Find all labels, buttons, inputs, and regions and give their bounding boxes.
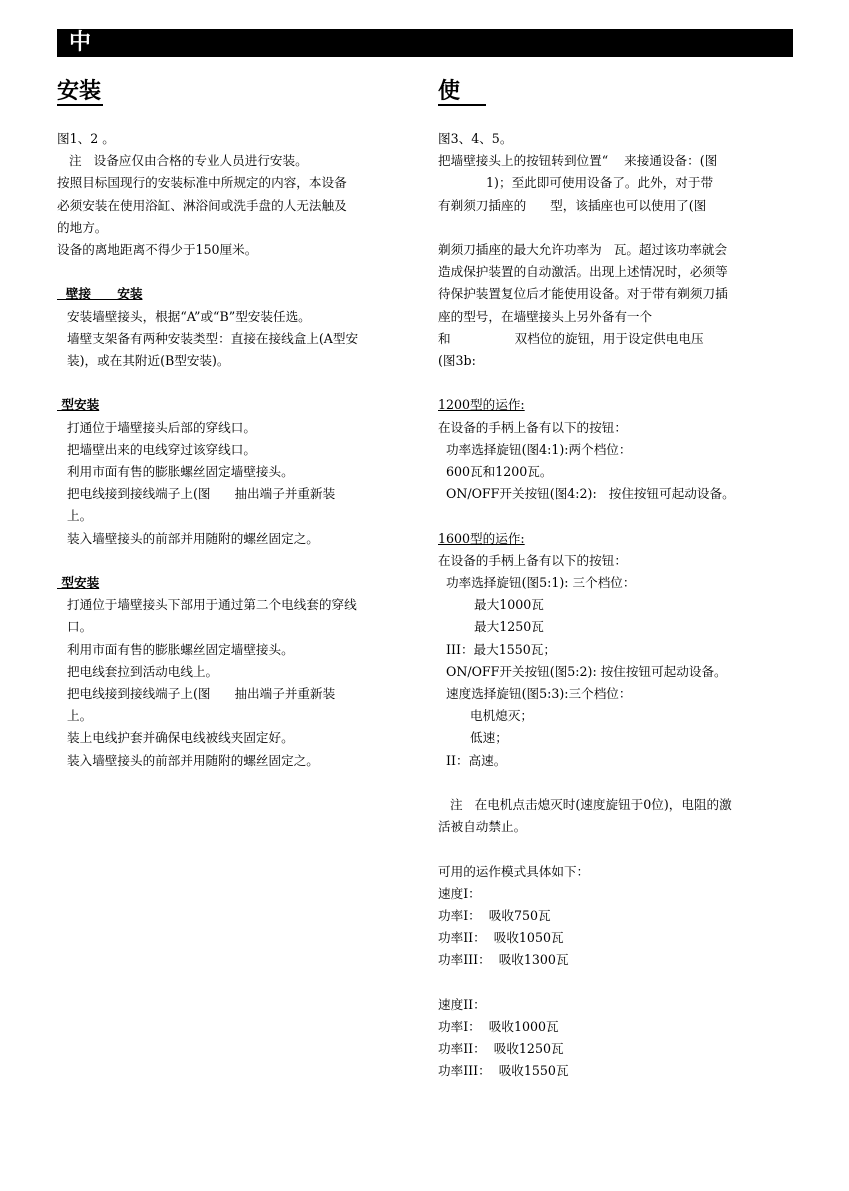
type-a-line: 把墙壁出来的电线穿过该穿线口。 — [67, 441, 256, 457]
left-intro-line: 的地方。 — [57, 219, 108, 235]
type-b-line: 口。 — [67, 619, 93, 635]
wall-mount-line: 装)，或在其附近(B型安装)。 — [67, 353, 230, 369]
model-1600-line: 最大1000瓦 — [438, 597, 544, 613]
right-intro-line: 图3、4、5。 — [438, 131, 513, 146]
shaver-socket-line: 剃须刀插座的最大允许功率为 瓦。超过该功率就会 — [438, 242, 728, 257]
model-1600-title: 1600型的运作: — [438, 530, 525, 546]
note-line: 活被自动禁止。 — [438, 819, 527, 835]
type-a-line: 打通位于墙壁接头后部的穿线口。 — [67, 419, 256, 435]
model-1200-line: 在设备的手柄上备有以下的按钮： — [438, 419, 627, 435]
speed-2-line: 功率III： 吸收1550瓦 — [438, 1063, 569, 1079]
model-1200-line: 功率选择旋钮(图4:1):两个档位： — [438, 441, 632, 457]
model-1600-line: 最大1250瓦 — [438, 619, 544, 635]
type-a-line: 装入墙壁接头的前部并用随附的螺丝固定之。 — [67, 530, 319, 546]
shaver-socket-line: 造成保护装置的自动激活。出现上述情况时，必须等 — [438, 264, 728, 280]
modes-intro: 可用的运作模式具体如下： — [438, 863, 590, 879]
wall-mount-line: 墙壁支架备有两种安装类型：直接在接线盒上(A型安 — [67, 330, 359, 346]
type-a-line: 上。 — [67, 508, 93, 524]
type-b-line: 装入墙壁接头的前部并用随附的螺丝固定之。 — [67, 752, 319, 768]
model-1600-line: 功率选择旋钮(图5:1): 三个档位： — [438, 575, 636, 591]
left-intro-line: 设备的离地距离不得少于150厘米。 — [57, 242, 258, 258]
left-intro-line: 必须安装在使用浴缸、淋浴间或洗手盘的人无法触及 — [57, 197, 347, 213]
model-1200-line: ON/OFF开关按钮(图4:2): 按住按钮可起动设备。 — [438, 486, 735, 502]
speed-1-line: 功率III： 吸收1300瓦 — [438, 952, 569, 968]
shaver-socket-line: 座的型号，在墙壁接头上另外备有一个 — [438, 308, 653, 324]
type-b-line: 利用市面有售的膨胀螺丝固定墙壁接头。 — [67, 641, 294, 657]
left-intro-line: 注 设备应仅由合格的专业人员进行安装。 — [57, 153, 308, 169]
right-intro-line: 有剃须刀插座的 型，该插座也可以使用了(图 — [438, 197, 707, 213]
type-a-title: 型安装 — [57, 397, 100, 413]
type-b-title: 型安装 — [57, 575, 100, 591]
model-1600-line: II：高速。 — [438, 752, 507, 768]
left-column — [57, 78, 419, 772]
model-1200-title: 1200型的运作: — [438, 397, 525, 413]
speed-1-line: 功率I： 吸收750瓦 — [438, 908, 551, 924]
banner-label: 中 — [69, 30, 92, 55]
type-b-line: 把电线套拉到活动电线上。 — [67, 663, 219, 679]
model-1600-line: ON/OFF开关按钮(图5:2): 按住按钮可起动设备。 — [438, 663, 727, 679]
speed-2-line: 功率II： 吸收1250瓦 — [438, 1041, 564, 1057]
type-b-line: 打通位于墙壁接头下部用于通过第二个电线套的穿线 — [67, 597, 357, 613]
type-a-line: 利用市面有售的膨胀螺丝固定墙壁接头。 — [67, 464, 294, 480]
note-line: 注 在电机点击熄灭时(速度旋钮于0位)，电阻的激 — [438, 797, 732, 813]
left-intro-line: 图1、2 。 — [57, 131, 115, 146]
shaver-socket-line: (图3b: — [438, 353, 476, 369]
wall-mount-line: 安装墙壁接头，根据“A”或“B”型安装任选。 — [67, 308, 311, 324]
type-a-line: 把电线接到接线端子上(图 抽出端子并重新装 — [67, 486, 336, 502]
model-1200-line: 600瓦和1200瓦。 — [438, 464, 553, 480]
right-intro-line: 把墙壁接头上的按钮转到位置“ 来接通设备：(图 — [438, 153, 718, 169]
left-intro-line: 按照目标国现行的安装标准中所规定的内容，本设备 — [57, 175, 347, 191]
right-intro-line: 1)；至此即可使用设备了。此外，对于带 — [438, 175, 714, 191]
type-b-line: 上。 — [67, 708, 93, 724]
type-b-line: 装上电线护套并确保电线被线夹固定好。 — [67, 730, 294, 746]
model-1600-line: 低速； — [438, 730, 508, 746]
model-1600-line: 电机熄灭； — [438, 708, 533, 724]
wall-mount-title: 壁接 安装 — [57, 286, 143, 302]
speed-2-title: 速度II： — [438, 996, 486, 1012]
shaver-socket-line: 和 双档位的旋钮，用于设定供电电压 — [438, 330, 704, 346]
model-1600-line: 在设备的手柄上备有以下的按钮： — [438, 552, 627, 568]
model-1600-line: 速度选择旋钮(图5:3):三个档位： — [438, 686, 632, 702]
speed-2-line: 功率I： 吸收1000瓦 — [438, 1019, 559, 1035]
type-b-line: 把电线接到接线端子上(图 抽出端子并重新装 — [67, 686, 336, 702]
model-1600-line: III：最大1550瓦； — [438, 641, 556, 657]
language-banner — [57, 29, 793, 57]
shaver-socket-line: 待保护装置复位后才能使用设备。对于带有剃须刀插 — [438, 286, 728, 302]
right-column — [438, 78, 800, 1083]
speed-1-line: 功率II： 吸收1050瓦 — [438, 930, 564, 946]
installation-heading: 安装 — [57, 78, 102, 104]
usage-heading: 使 — [438, 78, 486, 106]
speed-1-title: 速度I： — [438, 885, 481, 901]
